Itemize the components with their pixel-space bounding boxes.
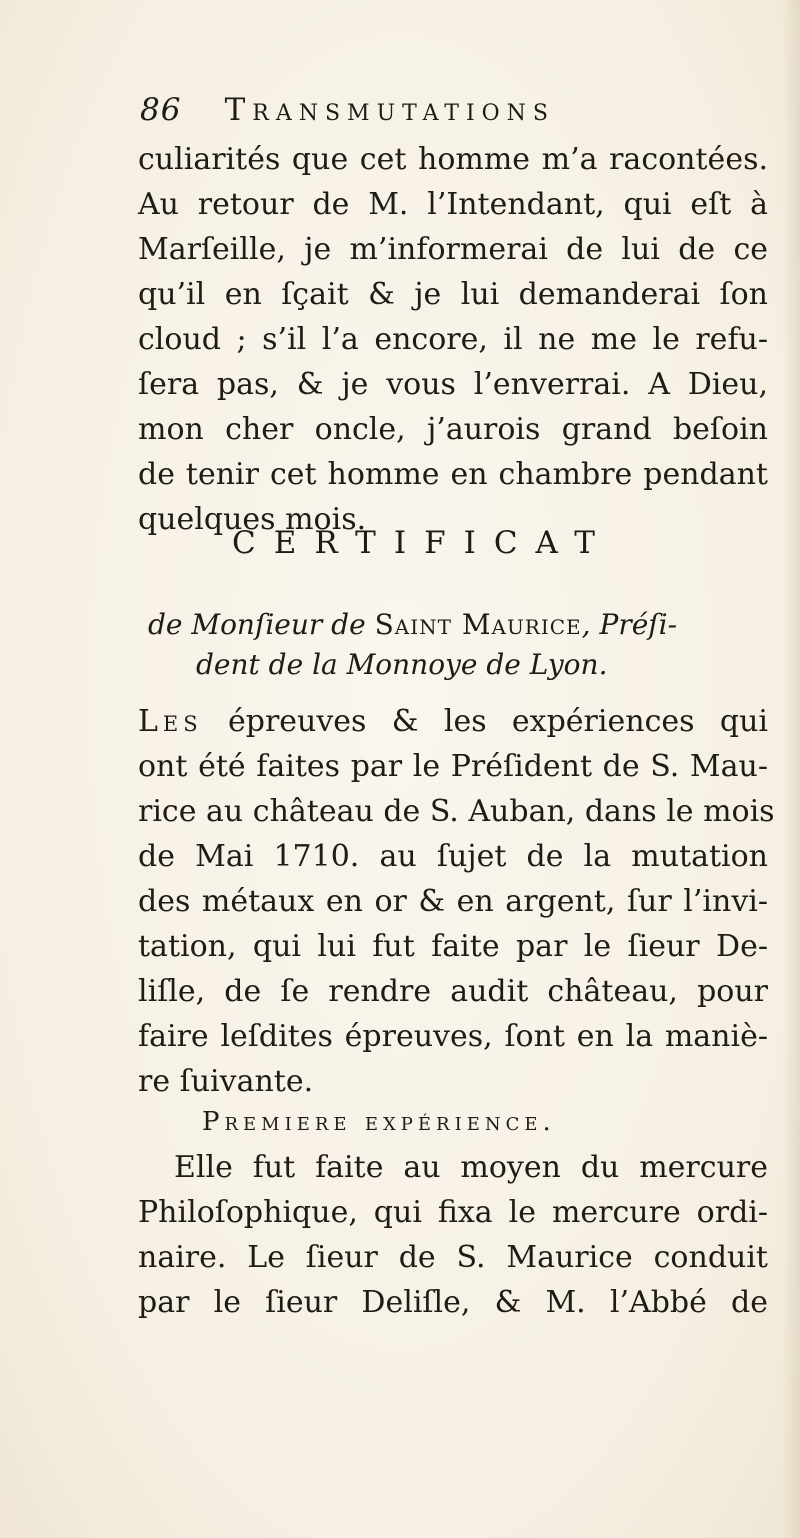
opening-word: Les [138,704,203,739]
certificat-subtitle-line-2: dent de la Monnoye de Lyon. [196,648,608,681]
page-edge-shadow [782,0,800,1538]
paragraph-2-line: faire leſdites épreuves, ſont en la maniè- [138,1019,768,1054]
certificat-subtitle-line-1 [148,604,677,646]
subtitle-name: Saint Maurice [374,608,582,641]
paragraph-1-line: de tenir cet homme en chambre pendant [138,457,768,492]
subtitle-suffix: , Préſi- [581,608,678,641]
paragraph-2-first-line-text: épreuves & les expériences qui [227,704,768,739]
certificat-heading: CERTIFICAT [232,525,613,561]
paragraph-1-line: Au retour de M. l’Intendant, qui eſt à [138,187,768,222]
paragraph-2-line: rice au château de S. Auban, dans le mois [138,794,775,829]
paragraph-1-line: qu’il en ſçait & je lui demanderai ſon [138,277,768,312]
paragraph-3-line: Elle fut faite au moyen du mercure [174,1150,768,1185]
page-number: 86 [140,92,182,128]
paragraph-1-line: Marſeille, je m’informerai de lui de ce [138,232,768,267]
running-title: Transmutations [224,92,555,128]
paragraph-2-line: re ſuivante. [138,1064,314,1099]
paragraph-2-line: ont été faites par le Préſident de S. Mau- [138,749,768,784]
subtitle-prefix: de Monſieur de [148,608,366,641]
paragraph-1-line: mon cher oncle, j’aurois grand beſoin [138,412,768,447]
paragraph-1-line: culiarités que cet homme m’a racontées. [138,142,768,177]
paragraph-1-line: quelques mois. [138,502,367,537]
running-head [140,84,700,134]
paragraph-2-line: liſle, de ſe rendre audit château, pour [138,974,768,1009]
paragraph-3-line: par le ſieur Deliſle, & M. l’Abbé de [138,1285,768,1320]
section-title: Premiere expérience. [202,1107,556,1137]
paragraph-3-line: naire. Le ſieur de S. Maurice conduit [138,1240,768,1275]
paragraph-3-line: Philoſophique, qui fixa le mercure ordi- [138,1195,768,1230]
paragraph-1-line: ſera pas, & je vous l’enverrai. A Dieu, [138,367,768,402]
paragraph-2-line: tation, qui lui fut faite par le ſieur De- [138,929,768,964]
paragraph-1-line: cloud ; s’il l’a encore, il ne me le refu- [138,322,768,357]
paragraph-2-line: des métaux en or & en argent, ſur l’invi- [138,884,768,919]
paragraph-2-line: de Mai 1710. au ſujet de la mutation [138,839,768,874]
paragraph-2-line [138,700,768,744]
